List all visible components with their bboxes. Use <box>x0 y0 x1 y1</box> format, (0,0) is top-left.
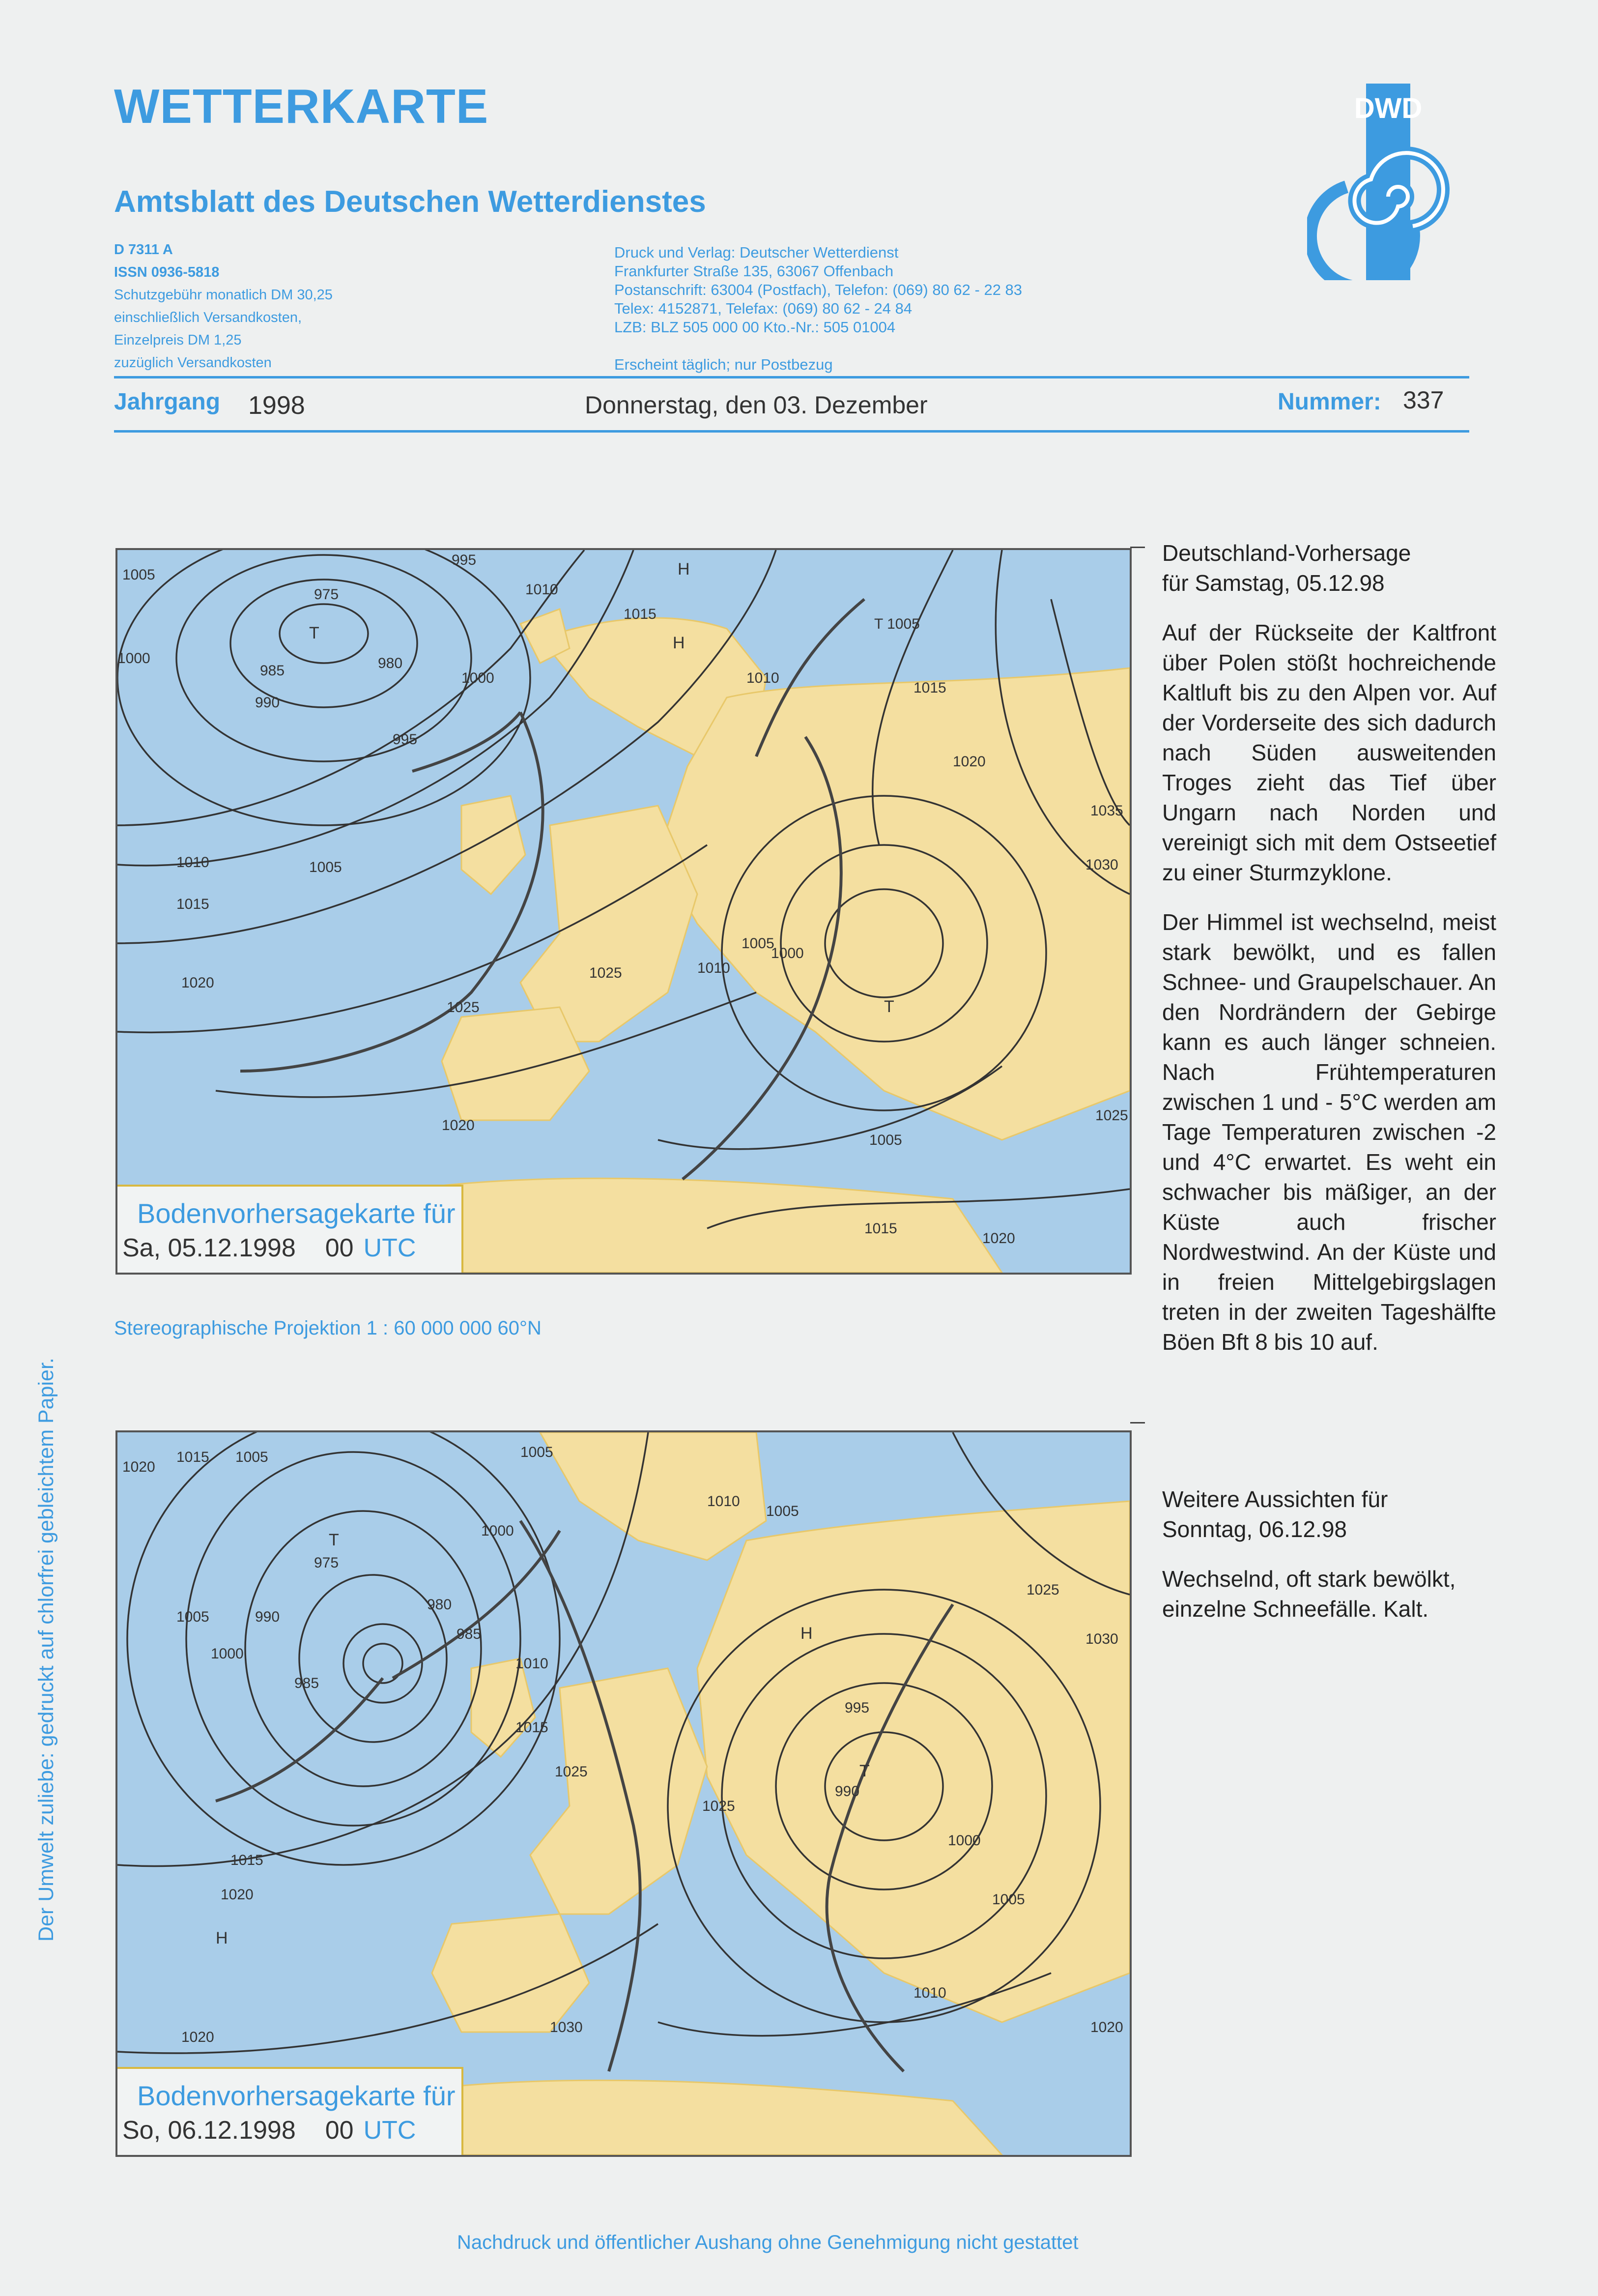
svg-text:1010: 1010 <box>697 960 730 976</box>
svg-text:1010: 1010 <box>746 670 779 686</box>
land-iberia <box>442 1007 589 1120</box>
svg-text:1025: 1025 <box>702 1798 735 1814</box>
weather-map-saturday <box>115 548 1132 1275</box>
svg-text:1015: 1015 <box>515 1719 548 1736</box>
svg-text:990: 990 <box>255 695 280 711</box>
right-info-line: Frankfurter Straße 135, 63067 Offenbach <box>614 262 894 280</box>
svg-text:1010: 1010 <box>707 1493 740 1510</box>
article-heading-line: Deutschland-Vorhersage <box>1162 540 1411 566</box>
svg-text:985: 985 <box>294 1675 319 1691</box>
land-africa <box>412 2080 1002 2155</box>
left-info-line: Schutzgebühr monatlich DM 30,25 <box>114 287 333 303</box>
svg-text:1010: 1010 <box>176 854 209 871</box>
map-caption-time: 00 <box>325 2116 354 2145</box>
svg-text:T: T <box>884 997 894 1016</box>
map-caption-datetime <box>122 1233 445 1263</box>
svg-text:1020: 1020 <box>181 2029 214 2045</box>
map-caption-utc: UTC <box>363 1234 416 1262</box>
map-caption-saturday <box>117 1185 463 1273</box>
land-east-europe <box>658 668 1130 1140</box>
svg-text:1015: 1015 <box>913 680 946 696</box>
right-info <box>614 243 1022 374</box>
land-west-europe <box>520 806 697 1042</box>
header-rule-top <box>114 376 1469 378</box>
svg-text:975: 975 <box>314 1555 339 1571</box>
header-rule-bottom <box>114 430 1469 433</box>
svg-text:T 1005: T 1005 <box>874 616 920 632</box>
svg-text:1025: 1025 <box>1095 1107 1128 1124</box>
svg-text:980: 980 <box>427 1597 452 1613</box>
svg-text:1005: 1005 <box>122 567 155 583</box>
svg-text:T: T <box>859 1762 870 1780</box>
svg-text:1005: 1005 <box>309 859 342 875</box>
svg-text:T: T <box>329 1531 339 1549</box>
svg-text:1010: 1010 <box>515 1656 548 1672</box>
svg-text:1005: 1005 <box>869 1132 902 1148</box>
svg-text:1020: 1020 <box>1090 2019 1123 2035</box>
land-africa <box>412 1178 1002 1273</box>
svg-text:1015: 1015 <box>176 896 209 912</box>
map-caption-utc: UTC <box>363 2116 416 2145</box>
svg-text:1000: 1000 <box>117 650 150 667</box>
svg-text:1025: 1025 <box>447 999 480 1016</box>
footer-note: Nachdruck und öffentlicher Aushang ohne Genehmigung nicht gestattet <box>457 2232 1079 2253</box>
logo-text: DWD <box>1354 92 1423 124</box>
left-info-line: zuzüglich Versandkosten <box>114 355 272 371</box>
recycled-paper-note: Der Umwelt zuliebe: gedruckt auf chlorfrei gebleichtem Papier. <box>34 1358 58 1942</box>
page-title: WETTERKARTE <box>114 79 489 133</box>
svg-text:980: 980 <box>378 655 403 671</box>
svg-text:975: 975 <box>314 586 339 603</box>
svg-text:995: 995 <box>845 1700 870 1716</box>
svg-text:1025: 1025 <box>1027 1582 1059 1598</box>
svg-text:1020: 1020 <box>221 1887 254 1903</box>
forecast-article-saturday <box>1162 538 1496 1377</box>
svg-text:1005: 1005 <box>992 1891 1025 1908</box>
svg-text:1020: 1020 <box>953 754 986 770</box>
land-britain <box>461 796 525 894</box>
right-info-line: Telex: 4152871, Telefax: (069) 80 62 - 24 84 <box>614 300 913 317</box>
right-info-line: Postanschrift: 63004 (Postfach), Telefon: (069) 80 62 - 22 83 <box>614 281 1023 298</box>
svg-text:1035: 1035 <box>1090 803 1123 819</box>
map-caption-title: Bodenvorhersagekarte für <box>137 1198 456 1229</box>
svg-text:H: H <box>216 1929 228 1947</box>
svg-text:995: 995 <box>452 552 477 568</box>
article-paragraph: Der Himmel ist wechselnd, meist stark bewölkt, und es fallen Schnee- und Graupelschauer. An den Nordrändern der Gebirge kann es auch länger schneien. Nach Frühtemperaturen zwischen 1 und - 5°C werden am Tage Temperaturen zwischen -2 und 4°C erwartet. Es weht ein schwacher bis mäßiger, an der Küste auch frischer Nordwestwind. An der Küste und in freien Mittelgebirgslagen treten in der zweiten Tageshälfte Böen Bft 8 bis 10 auf. <box>1162 909 1496 1355</box>
subtitle: Amtsblatt des Deutschen Wetterdienstes <box>114 185 706 219</box>
svg-text:1005: 1005 <box>235 1449 268 1465</box>
svg-text:1005: 1005 <box>766 1503 799 1519</box>
svg-text:H: H <box>678 560 690 579</box>
article-paragraph: Wechselnd, oft stark bewölkt, einzelne Schneefälle. Kalt. <box>1162 1566 1456 1622</box>
svg-text:990: 990 <box>255 1609 280 1625</box>
article-heading-line: Weitere Aussichten für <box>1162 1486 1388 1512</box>
jahrgang-value: 1998 <box>248 391 305 420</box>
left-info-line: Einzelpreis DM 1,25 <box>114 332 242 348</box>
svg-text:1000: 1000 <box>211 1646 244 1662</box>
article-heading <box>1162 538 1496 598</box>
nummer-label: Nummer: <box>1278 389 1381 415</box>
land-east-europe <box>697 1501 1130 2022</box>
article-heading <box>1162 1484 1496 1544</box>
right-info-line: LZB: BLZ 505 000 00 Kto.-Nr.: 505 01004 <box>614 319 896 336</box>
nummer-value: 337 <box>1403 386 1444 414</box>
map-caption-date: So, 06.12.1998 <box>122 2116 296 2145</box>
svg-text:1015: 1015 <box>864 1221 897 1237</box>
svg-text:1010: 1010 <box>525 581 558 598</box>
svg-text:1005: 1005 <box>742 935 774 952</box>
margin-tick <box>1130 547 1145 548</box>
map-caption-datetime <box>122 2116 445 2145</box>
map-caption-time: 00 <box>325 1234 354 1262</box>
svg-text:1025: 1025 <box>589 965 622 981</box>
land-britain <box>471 1658 535 1757</box>
svg-text:1000: 1000 <box>948 1832 981 1849</box>
jahrgang-label: Jahrgang <box>114 389 221 415</box>
left-info <box>114 238 333 374</box>
svg-text:1000: 1000 <box>481 1523 514 1539</box>
svg-text:1015: 1015 <box>230 1852 263 1868</box>
svg-text:1015: 1015 <box>176 1449 209 1465</box>
svg-text:1020: 1020 <box>122 1459 155 1475</box>
svg-text:1000: 1000 <box>461 670 494 686</box>
svg-text:1020: 1020 <box>982 1230 1015 1247</box>
land-iberia <box>432 1914 589 2032</box>
svg-text:1015: 1015 <box>624 606 656 622</box>
svg-text:1020: 1020 <box>181 975 214 991</box>
svg-text:985: 985 <box>457 1626 482 1642</box>
dwd-logo <box>1307 84 1469 280</box>
margin-tick <box>1130 1422 1145 1424</box>
svg-text:T: T <box>309 624 319 642</box>
left-info-line: einschließlich Versandkosten, <box>114 310 302 325</box>
svg-text:990: 990 <box>835 1783 860 1800</box>
svg-text:1030: 1030 <box>1085 1631 1118 1647</box>
svg-text:1005: 1005 <box>176 1609 209 1625</box>
svg-text:1025: 1025 <box>555 1764 588 1780</box>
map-caption-sunday <box>117 2067 463 2155</box>
svg-text:995: 995 <box>393 731 418 748</box>
map-caption-title: Bodenvorhersagekarte für <box>137 2080 456 2111</box>
svg-text:H: H <box>800 1624 813 1643</box>
article-heading-line: Sonntag, 06.12.98 <box>1162 1516 1347 1542</box>
svg-text:1005: 1005 <box>520 1444 553 1460</box>
map-caption-date: Sa, 05.12.1998 <box>122 1234 296 1262</box>
left-info-line: ISSN 0936-5818 <box>114 264 220 280</box>
land-areas <box>412 1432 1130 2155</box>
weather-map-sunday <box>115 1430 1132 2157</box>
svg-text:H: H <box>673 634 685 652</box>
issue-date: Donnerstag, den 03. Dezember <box>585 391 928 419</box>
svg-text:1030: 1030 <box>1085 857 1118 873</box>
right-info-line: Erscheint täglich; nur Postbezug <box>614 356 833 373</box>
svg-text:1030: 1030 <box>550 2019 583 2035</box>
article-paragraph: Auf der Rückseite der Kaltfront über Polen stößt hochreichende Kaltluft bis zu den Alpen vor. Auf der Vorderseite des sich dadurch nach Süden ausweitenden Troges zieht das Tief über Ungarn nach Norden und vereinigt sich mit dem Ostseetief zu einer Sturmzyklone. <box>1162 620 1496 885</box>
forecast-article-sunday <box>1162 1484 1496 1644</box>
right-info-line: Druck und Verlag: Deutscher Wetterdienst <box>614 244 899 261</box>
svg-text:1020: 1020 <box>442 1117 475 1133</box>
svg-text:985: 985 <box>260 663 285 679</box>
left-info-line: D 7311 A <box>114 242 173 258</box>
projection-note: Stereographische Projektion 1 : 60 000 000 60°N <box>114 1317 542 1339</box>
svg-text:1000: 1000 <box>771 945 804 961</box>
svg-text:1010: 1010 <box>913 1985 946 2001</box>
article-heading-line: für Samstag, 05.12.98 <box>1162 570 1385 596</box>
